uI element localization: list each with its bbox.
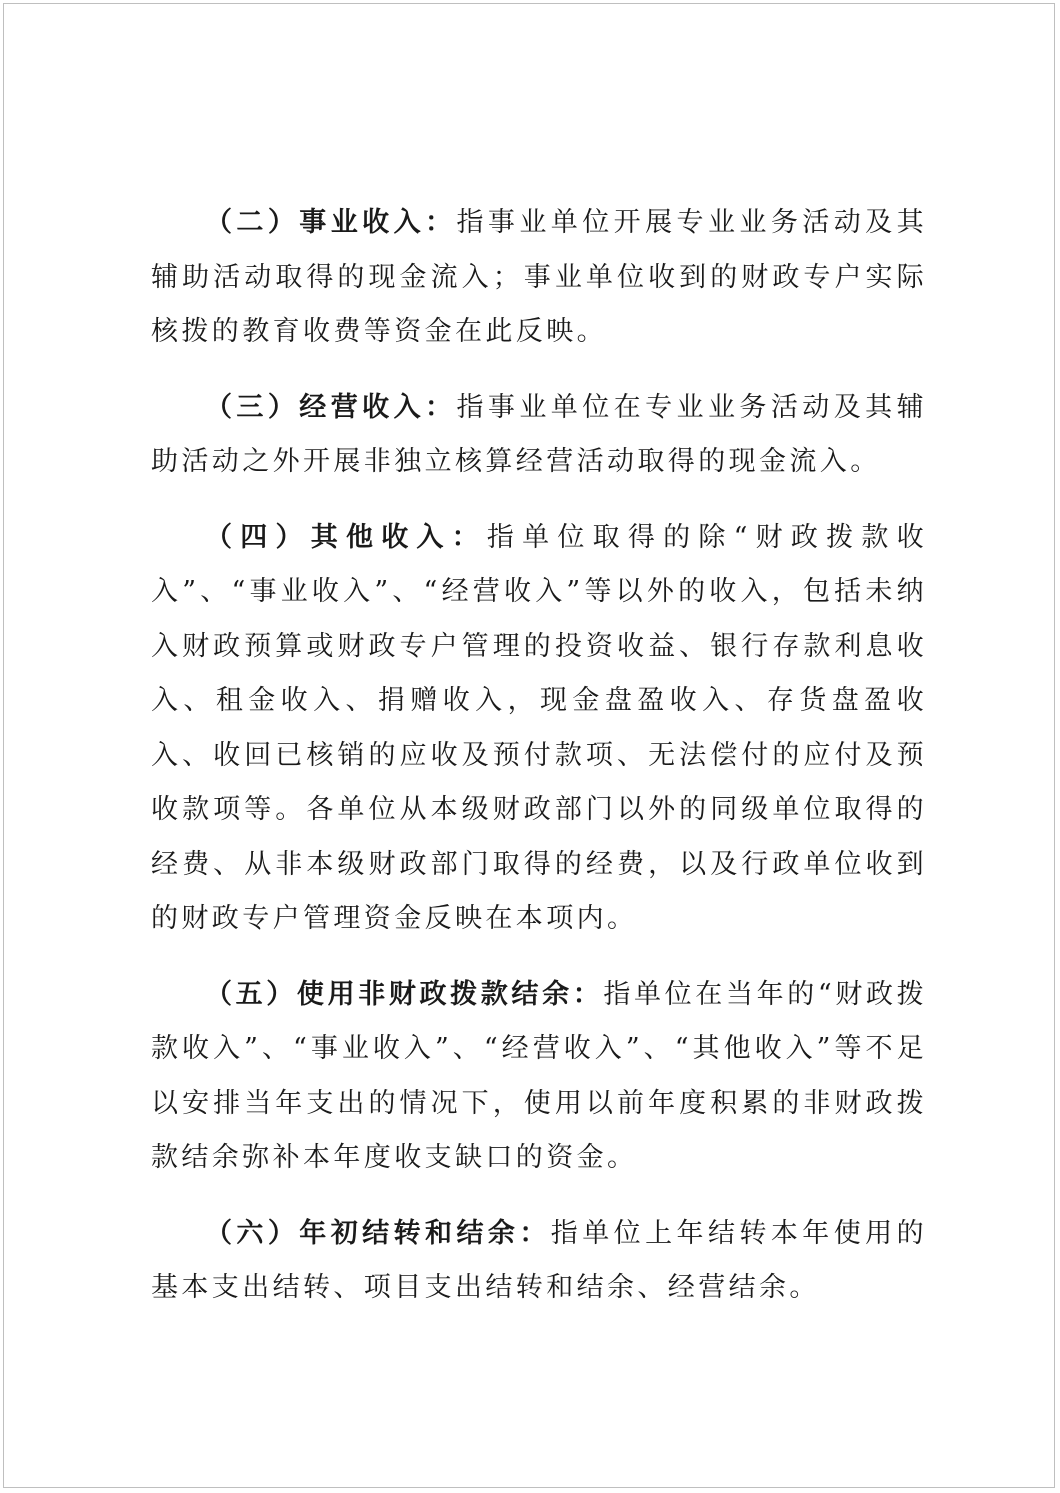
paragraph-text: 指事业单位开展专业业务活动及其辅助活动取得的现金流入；事业单位收到的财政专户实际核拨的教育收费等资金在此反映。: [151, 207, 928, 347]
paragraph-nonfiscal-surplus: [151, 968, 927, 1186]
paragraph-jingying-income: [151, 381, 927, 490]
paragraph-text: 指单位上年结转本年使用的基本支出结转、项目支出结转和结余、经营结余。: [151, 1217, 927, 1303]
paragraph-heading: （二）事业收入：: [205, 207, 457, 238]
paragraph-carryover-surplus: [151, 1207, 927, 1316]
paragraph-heading: （六）年初结转和结余：: [205, 1217, 551, 1249]
paragraph-heading: （三）经营收入：: [205, 391, 457, 423]
paragraph-heading: （四）其他收入：: [205, 521, 487, 553]
paragraph-text: 指单位取得的除“财政拨款收入”、“事业收入”、“经营收入”等以外的收入，包括未纳入财政预算或财政专户管理的投资收益、银行存款利息收入、租金收入、捐赠收入，现金盘盈收入、存货盘盈收入、收回已核销的应收及预付款项、无法偿付的应付及预收款项等。各单位从本级财政部门以外的同级单位取得的经费、从非本级财政部门取得的经费，以及行政单位收到的财政专户管理资金反映在本项内。: [151, 521, 927, 934]
paragraph-other-income: [151, 511, 927, 947]
paragraph-text: 指事业单位在专业业务活动及其辅助活动之外开展非独立核算经营活动取得的现金流入。: [151, 391, 928, 477]
paragraph-heading: （五）使用非财政拨款结余：: [205, 978, 604, 1010]
paragraph-text: 指单位在当年的“财政拨款收入”、“事业收入”、“经营收入”、“其他收入”等不足以安排当年支出的情况下，使用以前年度积累的非财政拨款结余弥补本年度收支缺口的资金。: [151, 978, 928, 1173]
document-body: [151, 196, 927, 1337]
paragraph-shiye-income: [151, 196, 927, 360]
document-page: [3, 3, 1055, 1488]
